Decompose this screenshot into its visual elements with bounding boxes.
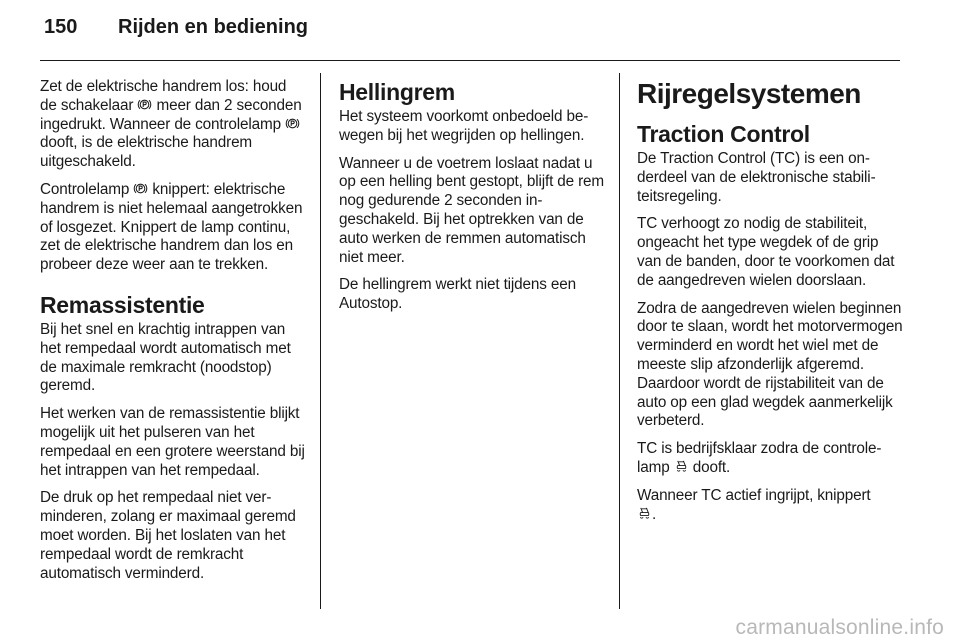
paragraph: Bij het snel en krachtig intrappen van het rempedaal wordt automatisch met de maximale remkracht (noodstop) geremd. xyxy=(40,320,291,395)
paragraph: Wanneer TC actief ingrijpt, knippert . xyxy=(637,486,871,523)
paragraph: TC verhoogt zo nodig de stabiliteit, ongeacht het type wegdek of de grip van de banden, door te voorkomen dat de aangedreven wielen doorslaan. xyxy=(637,215,895,289)
paragraph: Het werken van de remassistentie blijkt mogelijk uit het pulseren van het rempedaal en een grotere weerstand bij het intrappen van het rempedaal. xyxy=(40,405,305,479)
section-title-hellingrem: Hellingrem xyxy=(339,79,455,105)
section-title-traction-control: Traction Control xyxy=(637,121,810,147)
paragraph: De hellingrem werkt niet tijdens een Autostop. xyxy=(339,276,576,313)
section-title-remassistentie: Remassistentie xyxy=(40,291,205,318)
paragraph: De druk op het rempedaal niet verminderen, zolang er maximaal geremd moet worden. Bij het loslaten van het rempedaal wordt de remkracht automatisch verminderd. xyxy=(40,489,296,582)
paragraph: Het systeem voorkomt onbedoeld bewegen bij het wegrijden op hellingen. xyxy=(339,108,589,144)
page-header xyxy=(44,16,308,50)
parking-brake-icon xyxy=(285,116,300,131)
chapter-heading-rijregelsystemen: Rijregelsystemen xyxy=(637,78,861,109)
column-1 xyxy=(40,78,306,592)
paragraph: De Traction Control (TC) is een onderdeel van de elektronische stabiliteitsregeling. xyxy=(637,150,876,205)
paragraph: Zodra de aangedreven wielen beginnen door te slaan, wordt het motorvermogen verminderd en wordt het wiel met de meeste slip afzonderlijk afgeremd. Daardoor wordt de rijstabiliteit van de auto op een glad wegdek aanmerkelijk verbeterd. xyxy=(637,299,903,430)
paragraph: TC is bedrijfsklaar zodra de controlelamp dooft. xyxy=(637,440,882,476)
paragraph: Controlelamp knippert: elektrische handrem is niet helemaal aangetrokken of losgezet. Knippert de lamp continu, zet de elektrische handrem dan los en probeer deze weer aan te trekken. xyxy=(40,180,303,274)
parking-brake-icon xyxy=(133,181,148,196)
header-rule xyxy=(40,60,900,61)
parking-brake-icon xyxy=(137,97,152,112)
traction-control-icon xyxy=(637,506,652,521)
paragraph: Zet de elektrische handrem los: houd de schakelaar meer dan 2 seconden ingedrukt. Wanneer de controlelamp dooft, is de elektrische handrem uitgeschakeld. xyxy=(40,78,302,171)
traction-control-icon xyxy=(674,459,689,474)
column-2 xyxy=(339,78,605,323)
watermark: carmanualsonline.info xyxy=(735,616,944,639)
paragraph: Wanneer u de voetrem loslaat nadat u op een helling bent gestopt, blijft de rem nog gedurende 2 seconden ingeschakeld. Bij het optrekken van de auto werken de remmen automatisch niet meer. xyxy=(339,154,604,266)
chapter-title: Rijden en bediening xyxy=(118,16,309,38)
column-divider-2 xyxy=(619,73,620,609)
column-divider-1 xyxy=(320,73,321,609)
page-number: 150 xyxy=(44,16,78,38)
column-3 xyxy=(637,78,903,533)
